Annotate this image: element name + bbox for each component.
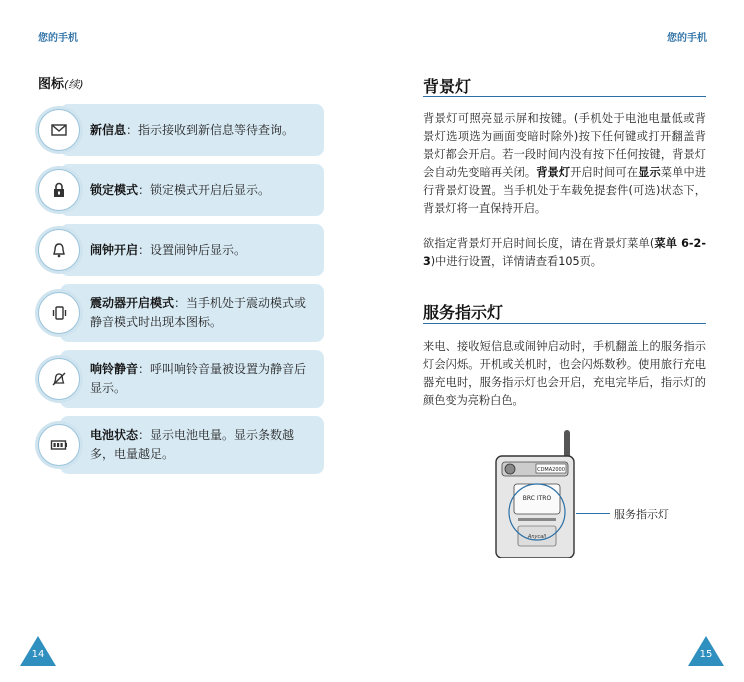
callout-line bbox=[576, 513, 610, 514]
page-number-left bbox=[20, 636, 56, 666]
lock-icon bbox=[38, 169, 80, 211]
mute-bell-icon bbox=[38, 358, 80, 400]
header-right: 您的手机 bbox=[667, 33, 707, 44]
text-bold: 菜单 6-2-3 bbox=[423, 237, 706, 268]
backlight-rule bbox=[423, 96, 706, 97]
text-run: 背景灯可照亮显示屏和按键。(手机处于电池电量低或背景灯选项选为画面变暗时除外)按下任何键或打开翻盖背景灯都会开启。若一段时间内没有按下任何按键，背景灯会自动先变暗再关闭。 bbox=[423, 112, 706, 179]
icon-desc: 指示接收到新信息等待查询。 bbox=[138, 122, 295, 137]
icon-label: 闹钟开启 bbox=[90, 242, 139, 257]
icon-desc: 显示电池电量。显示条数越多，电量越足。 bbox=[90, 428, 295, 461]
text-run: 开启时间可在 bbox=[570, 166, 639, 179]
icon-sep: ： bbox=[138, 428, 151, 442]
icon-card bbox=[60, 104, 324, 156]
icons-title-suffix: (续) bbox=[64, 78, 84, 91]
icon-desc: 设置闹钟后显示。 bbox=[150, 242, 247, 257]
icon-desc: 当手机处于震动模式或静音模式时出现本图标。 bbox=[90, 296, 307, 329]
icons-section-title bbox=[38, 73, 84, 92]
icon-sep: ： bbox=[138, 362, 151, 376]
backlight-title: 背景灯 bbox=[423, 77, 472, 96]
text-bold: 显示 bbox=[638, 166, 661, 179]
icon-card bbox=[60, 224, 324, 276]
icon-label: 新信息 bbox=[90, 122, 127, 137]
icon-label: 响铃静音 bbox=[90, 362, 139, 376]
icon-card bbox=[60, 164, 324, 216]
icon-label: 锁定模式 bbox=[90, 182, 139, 197]
service-title: 服务指示灯 bbox=[423, 303, 504, 322]
service-rule bbox=[423, 323, 706, 324]
page-number-left-text: 14 bbox=[31, 649, 45, 660]
page-number-right-text: 15 bbox=[699, 649, 713, 660]
page-number-right bbox=[688, 636, 724, 666]
envelope-icon bbox=[38, 109, 80, 151]
icon-desc: 呼叫响铃音量被设置为静音后显示。 bbox=[90, 362, 307, 395]
icon-row-mute bbox=[38, 350, 324, 408]
icon-card bbox=[60, 416, 324, 474]
icon-label: 电池状态 bbox=[90, 428, 139, 442]
icon-row-lock-mode bbox=[38, 164, 324, 216]
icons-title: 图标 bbox=[38, 77, 65, 92]
text-run: 欲指定背景灯开启时间长度，请在背景灯菜单( bbox=[423, 237, 655, 250]
battery-icon bbox=[38, 424, 80, 466]
icon-list bbox=[38, 104, 324, 482]
icon-sep: ： bbox=[138, 242, 151, 257]
icon-card bbox=[60, 350, 324, 408]
vibrate-icon bbox=[38, 292, 80, 334]
icon-sep: ： bbox=[138, 182, 151, 197]
icon-row-vibrate bbox=[38, 284, 324, 342]
icon-card bbox=[60, 284, 324, 342]
callout-label: 服务指示灯 bbox=[614, 508, 669, 521]
text-run: )中进行设置，详情请查看105页。 bbox=[430, 255, 602, 268]
icon-desc: 锁定模式开启后显示。 bbox=[150, 182, 271, 197]
icon-label: 震动器开启模式 bbox=[90, 296, 175, 310]
backlight-paragraph-1 bbox=[423, 110, 706, 218]
text-run: 菜单中进行背景灯设置。当手机处于车载免提套件(可选)状态下，背景灯将一直保持开启。 bbox=[423, 166, 706, 215]
phone-screen-text: BRC ITRO bbox=[522, 495, 552, 502]
backlight-paragraph-2 bbox=[423, 235, 706, 271]
icon-row-new-message bbox=[38, 104, 324, 156]
icon-row-battery bbox=[38, 416, 324, 474]
alarm-bell-icon bbox=[38, 229, 80, 271]
header-left: 您的手机 bbox=[38, 33, 78, 44]
phone-label-top: CDMA2000 bbox=[537, 467, 565, 473]
icon-row-alarm bbox=[38, 224, 324, 276]
phone-illustration bbox=[492, 430, 582, 558]
icon-sep: ： bbox=[126, 122, 139, 137]
text-bold: 背景灯 bbox=[536, 166, 571, 179]
service-paragraph: 来电、接收短信息或闹钟启动时，手机翻盖上的服务指示灯会闪烁。开机或关机时，也会闪烁数秒。使用旅行充电器充电时，服务指示灯也会开启，充电完毕后，指示灯的颜色变为亮粉白色。 bbox=[423, 340, 706, 407]
icon-sep: ： bbox=[174, 296, 187, 310]
phone-brand: Anycall bbox=[527, 534, 547, 540]
